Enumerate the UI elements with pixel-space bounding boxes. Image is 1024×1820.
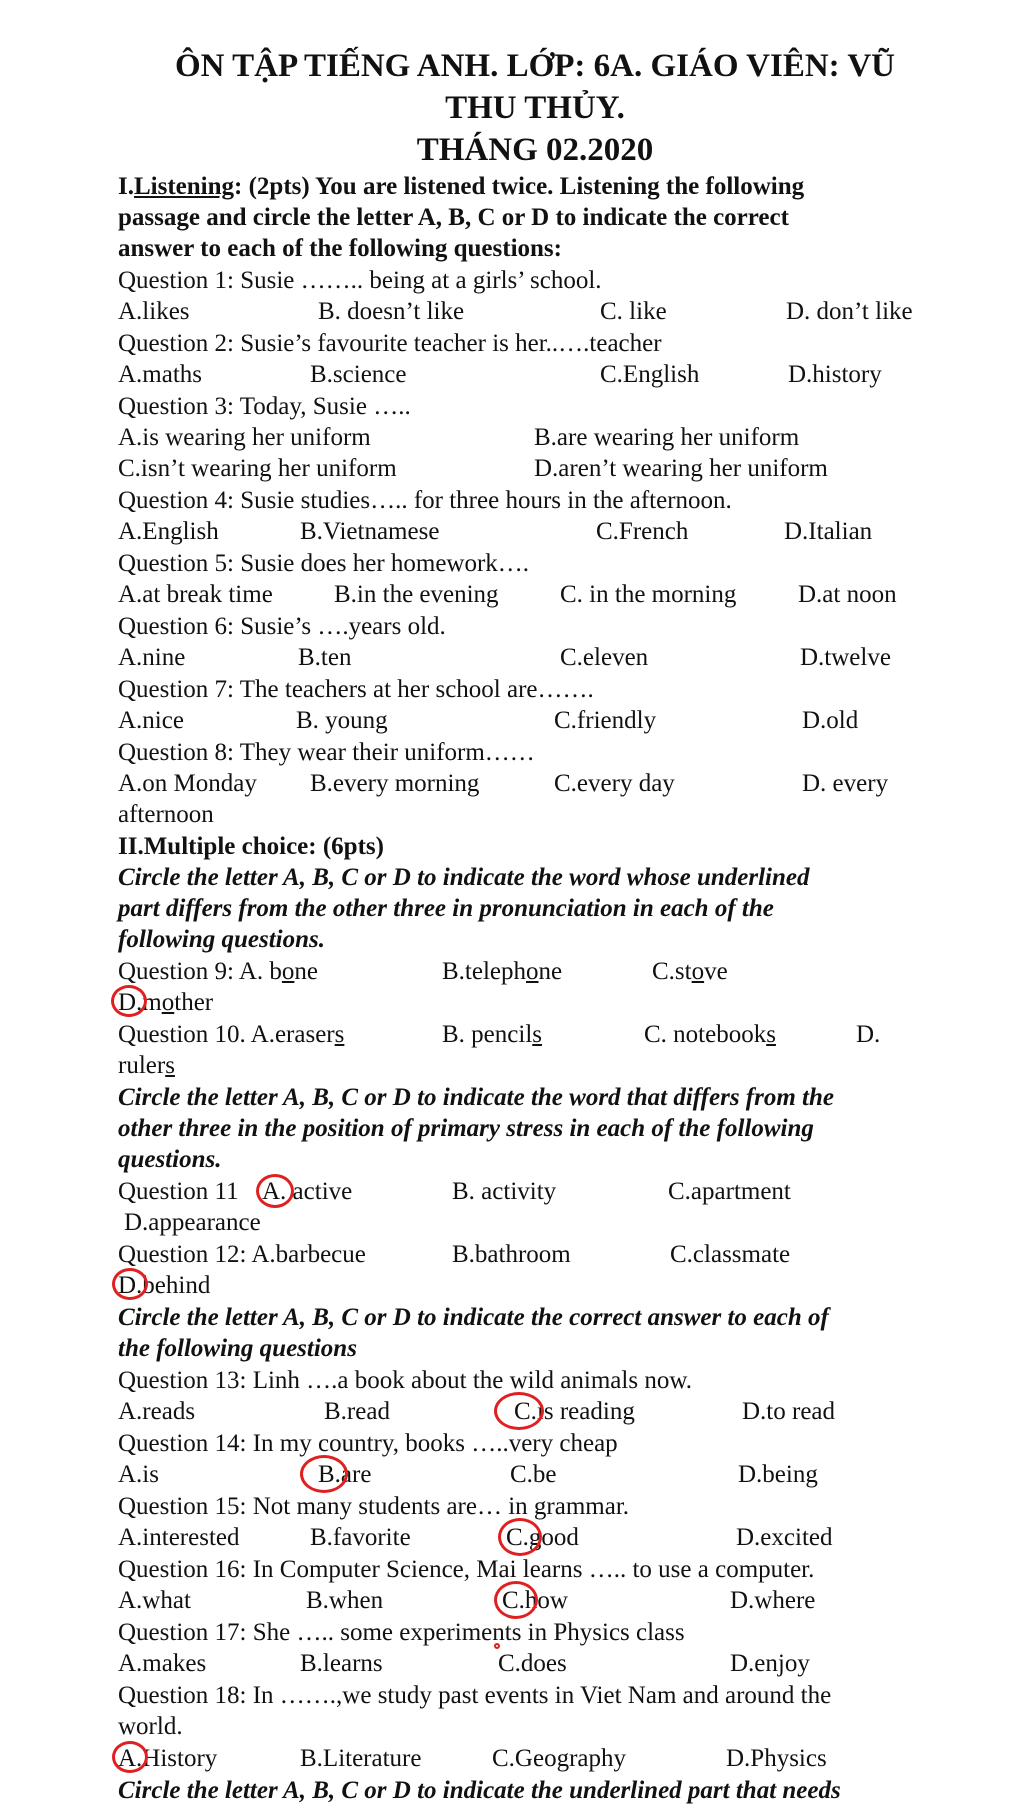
option-a: A. active: [262, 1178, 353, 1205]
option-a: A.nine: [118, 644, 186, 671]
option-c: C.does: [498, 1650, 567, 1677]
option-c: C.is reading: [514, 1398, 635, 1425]
listening-heading: I.Listening: (2pts) You are listened twice. Listening the following: [118, 173, 805, 200]
option-b: B. young: [296, 707, 388, 734]
option-c: C.isn’t wearing her uniform: [118, 455, 397, 482]
option-b: B.in the evening: [334, 581, 499, 608]
option-a: A.makes: [118, 1650, 207, 1677]
option-b: B.favorite: [310, 1524, 411, 1551]
option-c: C.French: [596, 518, 689, 545]
option-c: C.eleven: [560, 644, 649, 671]
question-text: Question 6: Susie’s ….years old.: [118, 613, 446, 640]
option-c: C.how: [502, 1587, 568, 1614]
option-b: B.learns: [300, 1650, 383, 1677]
option-a: A.at break time: [118, 581, 273, 608]
listening-heading-word: Listening: [133, 173, 235, 200]
question-9-option-d: D.mother: [118, 989, 214, 1016]
title-line-2: THU THỦY.: [445, 90, 625, 126]
option-d: D.to read: [742, 1398, 836, 1425]
option-a: A.maths: [118, 361, 203, 388]
option-d: D.Physics: [726, 1745, 827, 1772]
option-d-continuation: afternoon: [118, 801, 214, 828]
option-a: A.reads: [118, 1398, 196, 1425]
option-b: B.read: [324, 1398, 390, 1425]
option-d: D.appearance: [124, 1209, 261, 1236]
option-d: D. every: [802, 770, 889, 797]
question-9-option-c: C.stove: [652, 958, 728, 985]
option-d: D.history: [788, 361, 882, 388]
option-b: B.bathroom: [452, 1241, 571, 1268]
option-c: C.apartment: [668, 1178, 791, 1205]
option-d: D.at noon: [798, 581, 897, 608]
question-text: Question 1: Susie …….. being at a girls’ school.: [118, 267, 602, 294]
instruction-pronunciation: part differs from the other three in pronunciation in each of the: [118, 895, 774, 922]
option-c: C. like: [600, 298, 667, 325]
option-c: C.every day: [554, 770, 675, 797]
option-b: B. doesn’t like: [318, 298, 465, 325]
option-a: A.what: [118, 1587, 191, 1614]
title-line-3: THÁNG 02.2020: [416, 132, 654, 168]
question-10-option-c: C. notebooks: [644, 1021, 776, 1048]
option-a: A.interested: [118, 1524, 240, 1551]
instruction-pronunciation: following questions.: [118, 926, 325, 953]
mc-heading: II.Multiple choice: (6pts): [118, 833, 384, 860]
option-c: C.English: [600, 361, 700, 388]
question-10-option-d-continuation: rulers: [118, 1052, 175, 1079]
option-b: B.when: [306, 1587, 384, 1614]
question-text: Question 17: She ….. some experiments in Physics class: [118, 1619, 685, 1646]
listening-instruction: answer to each of the following questions:: [118, 235, 562, 262]
option-b: B.Vietnamese: [300, 518, 440, 545]
option-d: D. don’t like: [786, 298, 913, 325]
option-d: D.aren’t wearing her uniform: [534, 455, 828, 482]
option-c: C.classmate: [670, 1241, 791, 1268]
option-d: D.behind: [118, 1272, 211, 1299]
instruction-stress: Circle the letter A, B, C or D to indicate the word that differs from the: [118, 1084, 834, 1111]
option-a: A.nice: [118, 707, 184, 734]
option-a: A.is: [118, 1461, 159, 1488]
option-c: C.Geography: [492, 1745, 626, 1772]
question-text: Question 16: In Computer Science, Mai learns ….. to use a computer.: [118, 1556, 815, 1583]
question-9-option-a: Question 9: A. bone: [118, 958, 319, 985]
question-9-option-b: B.telephone: [442, 958, 563, 985]
option-a: A.likes: [118, 298, 190, 325]
option-b: B.ten: [298, 644, 352, 671]
option-d: D.Italian: [784, 518, 873, 545]
option-d: D.enjoy: [730, 1650, 810, 1677]
instruction-pronunciation: Circle the letter A, B, C or D to indicate the word whose underlined: [118, 864, 810, 891]
option-c: C.be: [510, 1461, 557, 1488]
question-text-continuation: world.: [118, 1713, 183, 1740]
question-text: Question 5: Susie does her homework….: [118, 550, 530, 577]
answer-circle-q12: [112, 1268, 148, 1300]
listening-instruction: passage and circle the letter A, B, C or D to indicate the correct: [118, 204, 789, 231]
option-d: D.being: [738, 1461, 818, 1488]
option-c: C.good: [506, 1524, 579, 1551]
question-10-option-b: B. pencils: [442, 1021, 542, 1048]
option-d: D.where: [730, 1587, 816, 1614]
option-b: B.Literature: [300, 1745, 422, 1772]
option-b: B.every morning: [310, 770, 480, 797]
option-b: B. activity: [452, 1178, 557, 1205]
option-d: D.twelve: [800, 644, 891, 671]
question-text: Question 12: A.barbecue: [118, 1241, 366, 1268]
title-line-1: ÔN TẬP TIẾNG ANH. LỚP: 6A. GIÁO VIÊN: VŨ: [174, 48, 895, 84]
answer-circle-q9: [111, 985, 147, 1017]
answer-circle-q18: [112, 1741, 148, 1773]
option-b: B.science: [310, 361, 407, 388]
answer-circle-q16: [494, 1581, 538, 1619]
question-text: Question 14: In my country, books …..very cheap: [118, 1430, 618, 1457]
answer-circle-q13: [494, 1392, 544, 1430]
answer-circle-q14: [300, 1455, 348, 1493]
question-10-option-d: D.: [856, 1021, 881, 1048]
answer-circle-q11: [256, 1174, 294, 1208]
answer-circle-q15: [498, 1518, 542, 1556]
question-10-option-a: Question 10. A.erasers: [118, 1021, 345, 1048]
instruction-underlined-part: Circle the letter A, B, C or D to indicate the underlined part that needs: [118, 1777, 841, 1804]
instruction-stress: other three in the position of primary stress in each of the following: [118, 1115, 814, 1142]
option-d: D.excited: [736, 1524, 833, 1551]
question-text: Question 2: Susie’s favourite teacher is her..….teacher: [118, 330, 662, 357]
instruction-correct-answer: the following questions: [118, 1335, 357, 1362]
question-text: Question 3: Today, Susie …..: [118, 393, 411, 420]
option-d: D.old: [802, 707, 859, 734]
option-a: A.History: [118, 1745, 218, 1772]
question-text: Question 8: They wear their uniform……: [118, 739, 535, 766]
question-11-label: Question 11: [118, 1178, 239, 1205]
option-a: A.English: [118, 518, 219, 545]
option-b: B.are: [318, 1461, 372, 1488]
option-c: C.friendly: [554, 707, 657, 734]
option-a: A.on Monday: [118, 770, 257, 797]
question-text: Question 4: Susie studies….. for three hours in the afternoon.: [118, 487, 732, 514]
question-text: Question 18: In …….,we study past events in Viet Nam and around the: [118, 1682, 832, 1709]
question-text: Question 15: Not many students are… in grammar.: [118, 1493, 630, 1520]
question-text: Question 13: Linh ….a book about the wild animals now.: [118, 1367, 692, 1394]
instruction-correct-answer: Circle the letter A, B, C or D to indicate the correct answer to each of: [118, 1304, 829, 1331]
option-a: A.is wearing her uniform: [118, 424, 371, 451]
option-b: B.are wearing her uniform: [534, 424, 800, 451]
question-text: Question 7: The teachers at her school are…….: [118, 676, 594, 703]
ink-mark: [494, 1643, 500, 1649]
option-c: C. in the morning: [560, 581, 737, 608]
instruction-stress: questions.: [118, 1146, 222, 1173]
